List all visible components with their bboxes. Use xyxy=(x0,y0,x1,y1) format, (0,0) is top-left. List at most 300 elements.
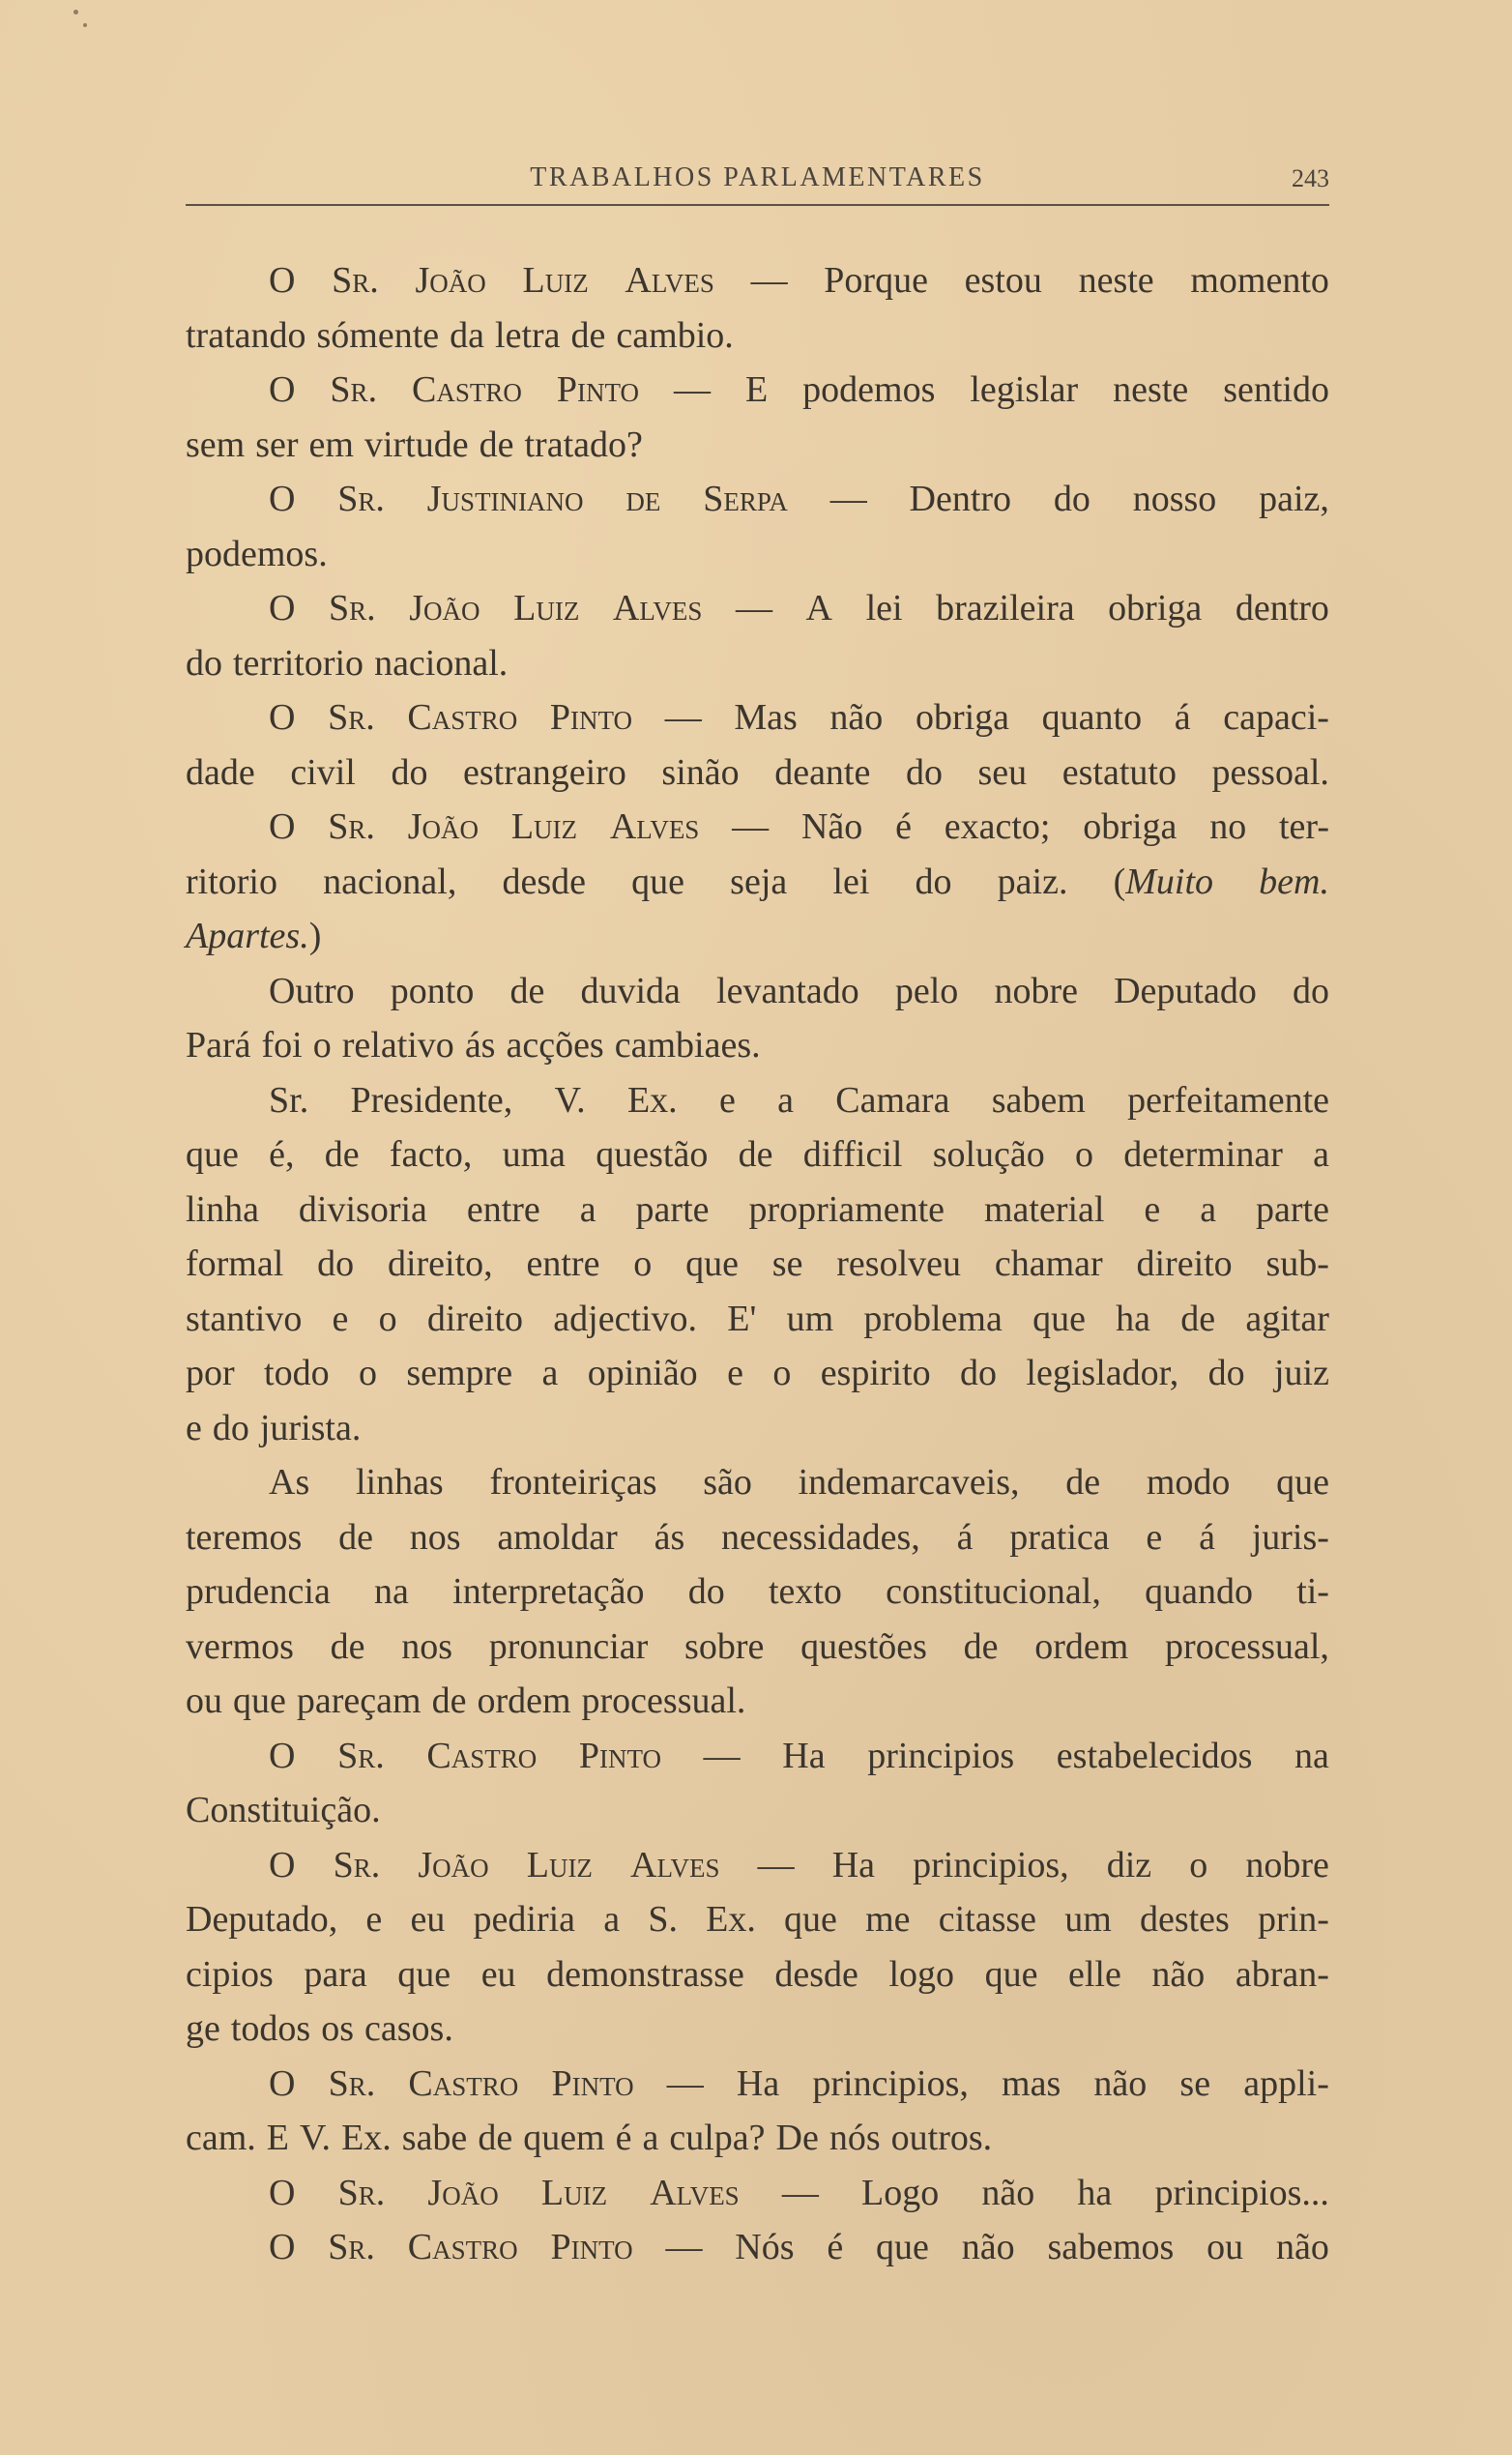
word xyxy=(526,1237,599,1292)
text-run: direito, xyxy=(387,1243,493,1284)
word xyxy=(829,2111,881,2166)
word xyxy=(625,472,660,527)
text-run: de xyxy=(963,1625,999,1667)
text-run: nobre xyxy=(1245,1844,1329,1885)
text-run: ser xyxy=(255,424,299,465)
text-run: texto xyxy=(768,1571,842,1612)
word xyxy=(648,1892,678,1947)
text-run: cam. xyxy=(186,2118,256,2158)
speaker-name: Castro xyxy=(407,2227,518,2267)
word xyxy=(800,1620,927,1675)
word xyxy=(506,1018,603,1073)
speaker-name: Pinto xyxy=(550,2227,633,2267)
word xyxy=(774,745,870,801)
word xyxy=(616,308,733,364)
word xyxy=(772,1346,791,1401)
word xyxy=(334,1838,381,1893)
word xyxy=(1147,1455,1231,1510)
word xyxy=(391,964,475,1019)
text-line xyxy=(186,636,1329,691)
word xyxy=(984,1183,1104,1238)
word xyxy=(264,1346,330,1401)
text-run: momento xyxy=(1190,260,1329,301)
text-run: — xyxy=(665,2227,703,2267)
text-run: por xyxy=(186,1353,235,1393)
word xyxy=(580,1183,596,1238)
word xyxy=(719,1073,736,1128)
word xyxy=(321,2002,354,2057)
text-line xyxy=(186,1783,1329,1838)
text-run: linhas xyxy=(355,1462,444,1503)
text-line xyxy=(186,1729,1329,1784)
text-run: direito xyxy=(1136,1243,1233,1284)
text-run: Ha xyxy=(782,1735,826,1776)
word xyxy=(582,1674,746,1729)
text-run: e xyxy=(718,1079,736,1121)
word xyxy=(748,1183,945,1238)
word xyxy=(588,1346,698,1401)
word xyxy=(613,581,702,636)
text-run: do xyxy=(960,1353,998,1393)
text-run: sómente xyxy=(316,314,440,356)
text-run: elle xyxy=(1068,1953,1121,1995)
word xyxy=(541,1346,558,1401)
text-run: sobre xyxy=(684,1625,765,1667)
word xyxy=(769,1564,842,1620)
word xyxy=(255,418,298,473)
word xyxy=(1151,1947,1205,2002)
text-run: dade xyxy=(186,751,255,793)
word xyxy=(936,581,1074,636)
word xyxy=(1145,1564,1253,1620)
word xyxy=(865,1892,910,1947)
word xyxy=(830,472,867,527)
word xyxy=(408,2057,518,2112)
word xyxy=(267,2111,289,2166)
text-run: que xyxy=(233,1681,286,1721)
word xyxy=(186,1947,274,2002)
text-run: Deputado, xyxy=(186,1899,338,1940)
speaker-name: Pinto xyxy=(549,697,633,738)
word xyxy=(304,1947,366,2002)
word xyxy=(631,855,684,910)
word xyxy=(379,1292,397,1347)
text-run: Ex. xyxy=(706,1899,756,1940)
speaker-name: Pinto xyxy=(551,2062,634,2104)
text-line xyxy=(186,472,1329,527)
word xyxy=(985,1947,1038,2002)
text-run: na xyxy=(374,1571,409,1612)
text-run: do xyxy=(212,1407,249,1448)
text-run: parte xyxy=(635,1188,710,1230)
word xyxy=(427,1292,523,1347)
speaker-name: Sr. xyxy=(332,260,379,301)
header-rule xyxy=(186,204,1329,206)
word xyxy=(625,253,713,308)
word xyxy=(803,1127,903,1183)
text-run: não xyxy=(1093,2062,1148,2104)
text-run: citasse xyxy=(938,1899,1037,1940)
speaker-name: Sr. xyxy=(330,369,378,410)
text-run: ás xyxy=(464,1025,496,1066)
word xyxy=(784,1892,837,1947)
word xyxy=(467,1183,540,1238)
word xyxy=(260,1401,361,1456)
text-line xyxy=(186,964,1329,1019)
text-run: ordem xyxy=(1034,1625,1129,1667)
text-run: opinião xyxy=(587,1353,698,1393)
text-run: As xyxy=(269,1462,310,1503)
text-run: não xyxy=(1151,1953,1206,1995)
text-line xyxy=(186,1892,1329,1947)
word xyxy=(812,2057,968,2112)
word xyxy=(1179,2057,1210,2112)
word xyxy=(407,690,517,745)
word xyxy=(674,363,711,418)
text-line xyxy=(186,308,1329,364)
word xyxy=(787,1292,834,1347)
word xyxy=(832,855,869,910)
word xyxy=(1223,363,1329,418)
word xyxy=(665,2220,702,2275)
text-run: e xyxy=(1144,1188,1161,1230)
text-run: é, xyxy=(269,1134,295,1175)
text-line xyxy=(186,1127,1329,1183)
text-run: casos. xyxy=(364,2008,453,2049)
word xyxy=(409,581,480,636)
word xyxy=(1276,1455,1329,1510)
text-run: pronunciar xyxy=(488,1625,649,1667)
word xyxy=(895,964,958,1019)
text-run: solução xyxy=(932,1134,1045,1175)
text-run: não xyxy=(981,2172,1035,2213)
text-run: questão xyxy=(596,1134,709,1175)
word xyxy=(186,1674,222,1729)
text-run: Presidente, xyxy=(350,1079,513,1121)
text-run: sem xyxy=(186,424,246,465)
word xyxy=(186,1237,283,1292)
word xyxy=(463,745,626,801)
text-run: — xyxy=(732,806,770,847)
word xyxy=(1209,800,1246,855)
text-run: diz xyxy=(1106,1844,1152,1885)
word xyxy=(643,2111,659,2166)
word xyxy=(1212,745,1329,801)
word xyxy=(832,1838,875,1893)
word xyxy=(269,1073,308,1128)
text-run: sinão xyxy=(661,751,740,793)
word xyxy=(772,1237,803,1292)
text-run: que xyxy=(876,2227,929,2267)
text-run: O xyxy=(269,697,296,738)
text-run: Ex. xyxy=(341,2118,392,2158)
text-run: modo xyxy=(1146,1462,1231,1503)
text-run: letra xyxy=(495,314,561,356)
word xyxy=(1068,1947,1121,2002)
text-run: destes xyxy=(1139,1899,1230,1940)
word xyxy=(553,1292,697,1347)
text-run: do xyxy=(1053,479,1090,519)
word xyxy=(824,253,928,308)
word xyxy=(412,363,522,418)
word xyxy=(703,472,788,527)
text-run: O xyxy=(269,479,296,519)
text-run: á xyxy=(1199,1516,1215,1558)
word xyxy=(269,1455,309,1510)
text-run: constitucional, xyxy=(886,1571,1101,1612)
word xyxy=(546,1947,744,2002)
text-run: territorio xyxy=(233,642,364,684)
word xyxy=(410,1510,461,1565)
text-run: do xyxy=(317,1243,355,1284)
word xyxy=(1236,581,1329,636)
text-run: obriga xyxy=(1083,806,1178,847)
word xyxy=(365,1892,382,1947)
word xyxy=(736,581,772,636)
speaker-name: Sr. xyxy=(337,2172,386,2213)
text-run: De xyxy=(775,2118,819,2158)
word xyxy=(1154,2166,1328,2221)
speaker-name: João xyxy=(415,260,486,301)
word xyxy=(1075,1127,1093,1183)
text-run: que xyxy=(984,1953,1038,1995)
text-run: ou xyxy=(1207,2227,1244,2267)
word xyxy=(186,1401,202,1456)
text-line xyxy=(186,690,1329,745)
word xyxy=(799,1455,1020,1510)
word xyxy=(551,2057,633,2112)
speaker-name: Luiz xyxy=(513,588,580,628)
word xyxy=(933,1127,1045,1183)
word xyxy=(452,1564,644,1620)
word xyxy=(331,1620,365,1675)
word xyxy=(489,1455,656,1510)
word xyxy=(527,1838,593,1893)
text-run: ha xyxy=(1116,1298,1151,1339)
text-run: nacional. xyxy=(374,642,509,684)
text-run: Logo xyxy=(861,2172,940,2213)
word xyxy=(836,1237,961,1292)
word xyxy=(776,2111,819,2166)
text-run: do xyxy=(186,642,222,684)
word xyxy=(654,1510,685,1565)
text-run: o xyxy=(312,1025,332,1066)
text-run: é xyxy=(615,2118,632,2158)
speaker-name: Alves xyxy=(609,806,700,847)
text-line xyxy=(186,1401,1329,1456)
text-run: para xyxy=(304,1953,367,1995)
text-run: E xyxy=(266,2118,290,2158)
text-run: difficil xyxy=(802,1134,903,1175)
text-run: ou xyxy=(186,1681,222,1721)
text-run: culpa? xyxy=(669,2118,766,2158)
text-run: interpretação xyxy=(452,1571,645,1612)
word xyxy=(876,2220,929,2275)
text-run: é xyxy=(827,2227,844,2267)
text-run: principios, xyxy=(913,1844,1069,1885)
word xyxy=(337,472,385,527)
word xyxy=(509,964,544,1019)
text-run: juiz xyxy=(1274,1353,1329,1393)
text-run: O xyxy=(269,1844,296,1885)
word xyxy=(782,2166,819,2221)
running-header xyxy=(186,155,1329,203)
speaker-name: Sr. xyxy=(328,2227,375,2267)
text-run: desde xyxy=(774,1953,858,1995)
word xyxy=(313,1018,332,1073)
word xyxy=(555,1073,586,1128)
text-line xyxy=(186,1237,1329,1292)
text-run: no xyxy=(1209,806,1247,847)
word xyxy=(962,2220,1015,2275)
word xyxy=(269,800,295,855)
text-run: cambio. xyxy=(616,314,734,356)
text-run: eu xyxy=(410,1899,446,1940)
word xyxy=(1165,1620,1329,1675)
text-run: material xyxy=(983,1188,1105,1230)
word xyxy=(356,1455,444,1510)
word xyxy=(300,2111,331,2166)
text-run: problema xyxy=(863,1298,1003,1339)
word xyxy=(964,1620,999,1675)
word xyxy=(427,472,584,527)
text-run: divisoria xyxy=(298,1188,427,1230)
word xyxy=(1133,472,1217,527)
text-run: um xyxy=(786,1298,834,1339)
text-run: jurista. xyxy=(259,1407,362,1448)
text-run: Pará xyxy=(186,1025,251,1066)
word xyxy=(1065,1455,1100,1510)
word xyxy=(299,1183,427,1238)
text-run: direito xyxy=(426,1298,524,1339)
word xyxy=(186,2002,220,2057)
word xyxy=(1266,1237,1329,1292)
text-run: seja xyxy=(730,861,788,902)
text-run: O xyxy=(269,369,296,410)
text-run: Ha xyxy=(831,1844,876,1885)
word xyxy=(978,745,1028,801)
word xyxy=(1026,1346,1178,1401)
paper-speck xyxy=(83,23,87,27)
word xyxy=(1236,1947,1329,2002)
text-line xyxy=(186,1564,1329,1620)
word xyxy=(1127,1073,1329,1128)
word xyxy=(359,1346,377,1401)
text-line xyxy=(186,2220,1329,2275)
speaker-name: Sr. xyxy=(329,588,376,628)
word xyxy=(427,2166,498,2221)
text-run: seu xyxy=(977,751,1028,793)
text-run: a xyxy=(579,1188,596,1230)
text-run: a xyxy=(603,1899,621,1940)
text-run: O xyxy=(269,260,296,301)
text-run: que xyxy=(685,1243,739,1284)
word xyxy=(1057,1729,1253,1784)
word xyxy=(541,2166,607,2221)
word xyxy=(684,1620,764,1675)
word xyxy=(1296,1564,1329,1620)
text-run: todo xyxy=(264,1353,330,1393)
word xyxy=(688,1564,725,1620)
text-run: pediria xyxy=(473,1899,576,1940)
word xyxy=(1113,363,1188,418)
word xyxy=(416,253,486,308)
text-run: processual. xyxy=(581,1681,746,1721)
text-run: não xyxy=(1275,2227,1329,2267)
text-line xyxy=(186,581,1329,636)
speaker-name: João xyxy=(427,2172,499,2213)
word xyxy=(916,690,1009,745)
word xyxy=(1083,800,1177,855)
word xyxy=(341,2111,392,2166)
word xyxy=(957,1510,974,1565)
text-run: abran- xyxy=(1235,1953,1329,1995)
word xyxy=(1009,1510,1109,1565)
text-run: pessoal. xyxy=(1211,751,1329,793)
text-run: S. xyxy=(648,1899,678,1940)
word xyxy=(1116,1292,1150,1347)
word xyxy=(580,964,680,1019)
word xyxy=(388,1237,493,1292)
word xyxy=(1199,1510,1215,1565)
speaker-name: Alves xyxy=(630,1844,720,1885)
word xyxy=(364,2002,453,2057)
word xyxy=(1047,2220,1174,2275)
text-run: appli- xyxy=(1243,2062,1329,2104)
text-run: resolveu xyxy=(836,1243,962,1284)
text-run: nos xyxy=(401,1625,452,1667)
text-run: são xyxy=(703,1462,752,1503)
word xyxy=(262,1018,303,1073)
text-run: O xyxy=(269,588,296,628)
text-run: — xyxy=(674,369,711,410)
text-run: sempre xyxy=(406,1353,513,1393)
word xyxy=(945,800,1051,855)
word xyxy=(269,581,295,636)
text-run: que xyxy=(397,1953,451,1995)
word xyxy=(829,690,883,745)
word xyxy=(737,2057,779,2112)
text-run: E' xyxy=(727,1298,757,1339)
text-run: Não xyxy=(800,806,863,847)
speaker-name: Castro xyxy=(408,2062,519,2104)
text-run: nós xyxy=(829,2118,881,2158)
text-run: todos xyxy=(230,2008,311,2049)
text-run: nobre xyxy=(994,970,1078,1011)
speaker-name: Luiz xyxy=(522,260,589,301)
text-run: duvida xyxy=(580,970,681,1011)
word xyxy=(891,2111,993,2166)
word xyxy=(703,1455,752,1510)
text-run: Ha xyxy=(736,2062,780,2104)
text-run: O xyxy=(269,2227,296,2267)
text-run: adjectivo. xyxy=(553,1298,698,1339)
word xyxy=(186,636,222,691)
word xyxy=(960,1346,997,1401)
text-line xyxy=(186,1674,1329,1729)
text-run: um xyxy=(1064,1899,1112,1940)
word xyxy=(397,1947,451,2002)
word xyxy=(821,1346,931,1401)
word xyxy=(523,2111,604,2166)
speaker-name: Alves xyxy=(625,260,714,301)
word xyxy=(329,2057,376,2112)
page-number: 243 xyxy=(1292,164,1329,192)
word xyxy=(888,1947,954,2002)
text-run: demonstrasse xyxy=(546,1953,744,1995)
word xyxy=(269,1838,295,1893)
text-run: e xyxy=(727,1353,743,1393)
